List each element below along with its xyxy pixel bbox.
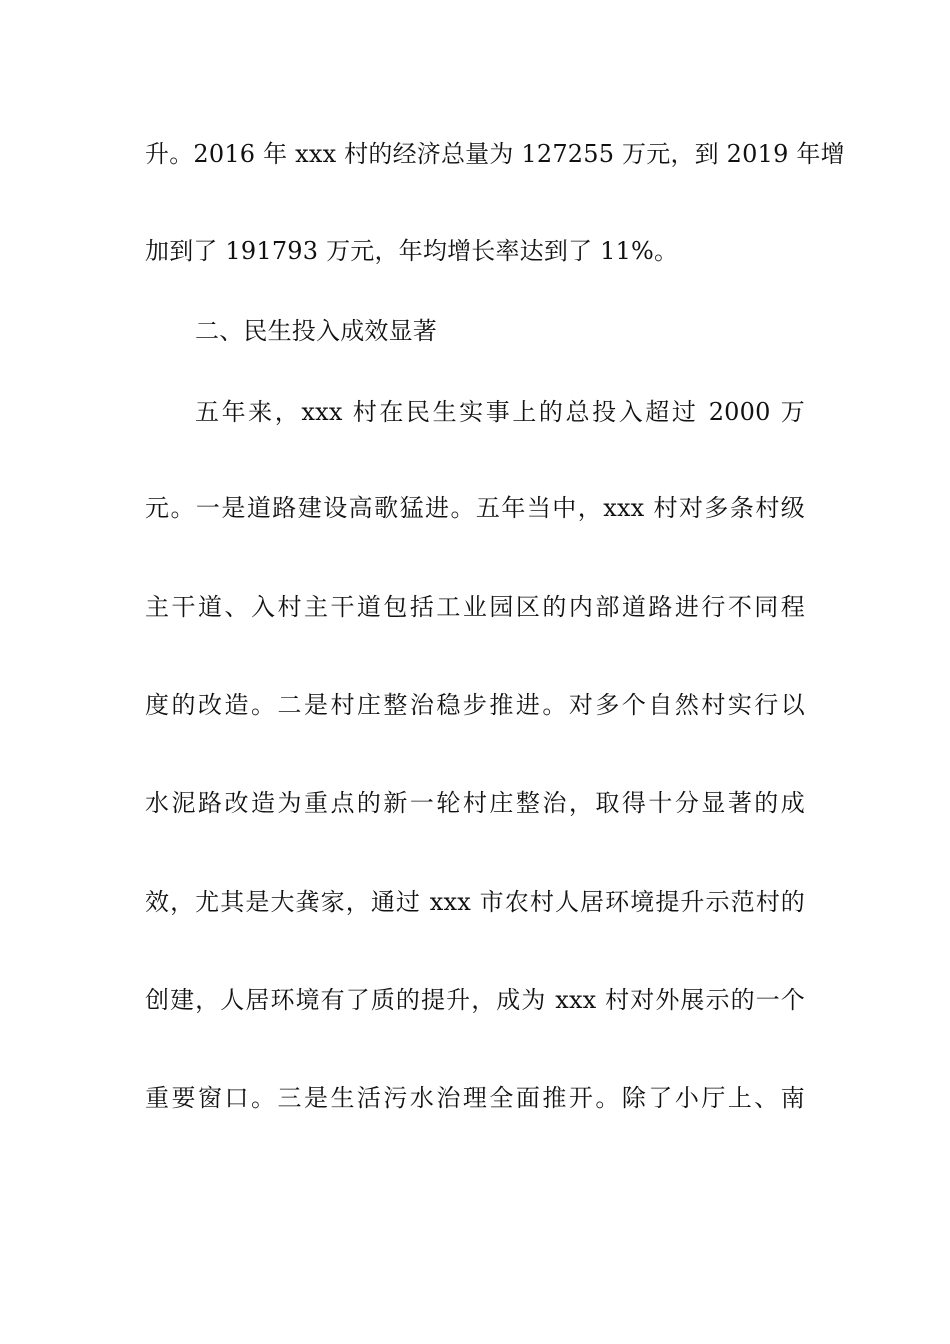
paragraph-line: 加到了 191793 万元，年均增长率达到了 11%。 xyxy=(145,237,679,265)
paragraph-line: 度的改造。二是村庄整治稳步推进。对多个自然村实行以 xyxy=(145,691,805,719)
paragraph-line: 升。2016 年 xxx 村的经济总量为 127255 万元，到 2019 年增 xyxy=(145,140,845,168)
paragraph-line: 元。一是道路建设高歌猛进。五年当中，xxx 村对多条村级 xyxy=(145,494,805,522)
paragraph-line: 五年来，xxx 村在民生实事上的总投入超过 2000 万 xyxy=(195,398,805,426)
section-heading: 二、民生投入成效显著 xyxy=(195,317,437,345)
paragraph-line: 水泥路改造为重点的新一轮村庄整治，取得十分显著的成 xyxy=(145,789,805,817)
paragraph-line: 重要窗口。三是生活污水治理全面推开。除了小厅上、南 xyxy=(145,1084,805,1112)
paragraph-line: 主干道、入村主干道包括工业园区的内部道路进行不同程 xyxy=(145,593,805,621)
paragraph-line: 效，尤其是大龚家，通过 xxx 市农村人居环境提升示范村的 xyxy=(145,888,805,916)
paragraph-line: 创建，人居环境有了质的提升，成为 xxx 村对外展示的一个 xyxy=(145,986,805,1014)
